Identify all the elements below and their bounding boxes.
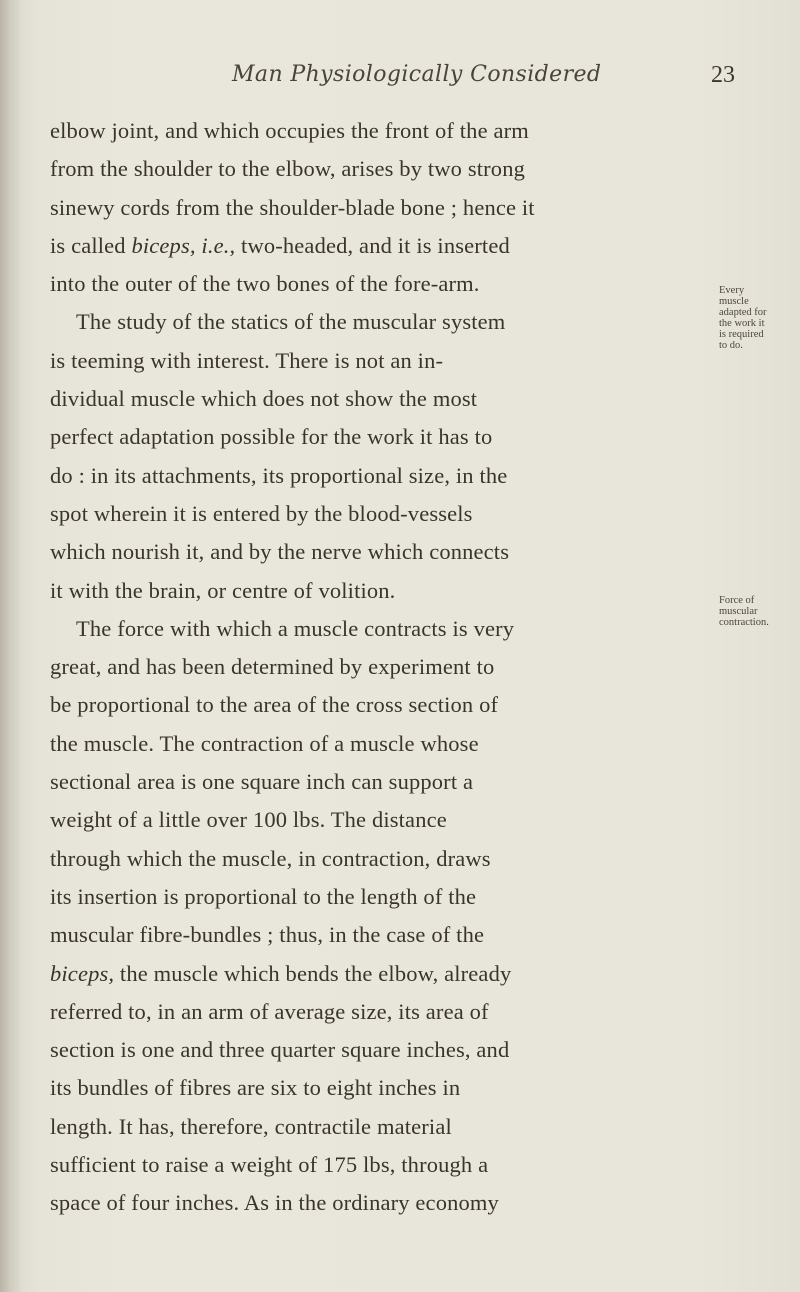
text-line — [50, 380, 710, 418]
text-line — [50, 457, 710, 495]
text-line — [50, 189, 710, 227]
text-line — [50, 1108, 710, 1146]
text-run: is called — [50, 232, 132, 258]
text-run: weight of a little over 100 lbs. The distance — [50, 807, 447, 833]
text-run: space of four inches. As in the ordinary economy — [50, 1190, 499, 1216]
text-line — [50, 840, 710, 878]
text-run: two-headed, and it is inserted — [235, 232, 510, 258]
text-run: perfect adaptation possible for the work it has to — [50, 424, 493, 450]
running-header — [0, 62, 800, 96]
text-line — [50, 418, 710, 456]
text-line — [50, 342, 710, 380]
text-run: The force with which a muscle contracts is very — [76, 615, 515, 641]
text-run: sufficient to raise a weight of 175 lbs, through a — [50, 1152, 489, 1178]
text-line — [50, 686, 710, 724]
text-line — [50, 1069, 710, 1107]
text-line — [50, 495, 710, 533]
text-run: the muscle which bends the elbow, already — [114, 960, 512, 986]
text-run: sinewy cords from the shoulder-blade bone ; hence it — [50, 194, 535, 220]
text-run: muscular fibre-bundles ; thus, in the case of the — [50, 922, 485, 948]
text-line — [50, 533, 710, 571]
text-line — [50, 265, 710, 303]
text-run: elbow joint, and which occupies the front of the arm — [50, 118, 529, 143]
text-run: into the outer of the two bones of the fore-arm. — [50, 271, 480, 297]
text-run: dividual muscle which does not show the most — [50, 386, 478, 412]
italic-text: biceps, i.e., — [131, 232, 236, 258]
margin-note-muscle-adaptation — [719, 285, 799, 351]
text-run: do : in its attachments, its proportional size, in the — [50, 462, 508, 488]
margin-note-line: Force of — [719, 595, 755, 606]
text-line — [50, 801, 710, 839]
text-run: the muscle. The contraction of a muscle whose — [50, 730, 479, 756]
margin-note-line: adapted for — [719, 307, 767, 318]
text-line — [50, 955, 710, 993]
text-line — [50, 227, 710, 265]
text-line — [50, 303, 710, 341]
margin-note-line: the work it — [719, 318, 765, 329]
text-line — [50, 1184, 710, 1222]
page-number: 23 — [711, 62, 735, 88]
margin-note-line: muscle — [719, 296, 749, 307]
text-run: great, and has been determined by experiment to — [50, 654, 495, 680]
margin-note-line: muscular — [719, 606, 758, 617]
text-line — [50, 763, 710, 801]
text-line — [50, 572, 710, 610]
margin-note-line: is required — [719, 329, 764, 340]
text-line — [50, 648, 710, 686]
text-run: sectional area is one square inch can support a — [50, 769, 474, 795]
text-run: be proportional to the area of the cross section of — [50, 692, 499, 718]
text-run: its insertion is proportional to the length of the — [50, 883, 477, 909]
text-run: spot wherein it is entered by the blood-vessels — [50, 500, 473, 526]
page-gutter-shadow — [0, 0, 22, 1292]
text-run: referred to, in an arm of average size, its area of — [50, 998, 489, 1024]
running-title: Man Physiologically Considered — [232, 62, 602, 87]
text-run: its bundles of fibres are six to eight inches in — [50, 1075, 461, 1101]
margin-note-line: Every — [719, 285, 745, 296]
text-run: it with the brain, or centre of volition. — [50, 577, 396, 603]
text-line — [50, 610, 710, 648]
text-line — [50, 878, 710, 916]
text-line — [50, 725, 710, 763]
text-line — [50, 1031, 710, 1069]
text-line — [50, 993, 710, 1031]
text-line — [50, 916, 710, 954]
text-run: from the shoulder to the elbow, arises by two strong — [50, 156, 526, 182]
text-run: which nourish it, and by the nerve which connects — [50, 539, 510, 565]
text-run: section is one and three quarter square inches, and — [50, 1037, 510, 1063]
margin-note-line: contraction. — [719, 617, 769, 628]
text-line — [50, 1146, 710, 1184]
italic-text: biceps, — [50, 960, 115, 986]
text-line — [50, 150, 710, 188]
text-run: length. It has, therefore, contractile material — [50, 1113, 452, 1139]
text-line — [50, 112, 710, 150]
margin-note-force-of-contraction — [719, 595, 799, 628]
text-run: through which the muscle, in contraction, draws — [50, 845, 491, 871]
text-run: The study of the statics of the muscular system — [76, 309, 506, 335]
text-run: is teeming with interest. There is not an in- — [50, 347, 444, 373]
margin-note-line: to do. — [719, 340, 743, 351]
body-text — [50, 112, 710, 1223]
